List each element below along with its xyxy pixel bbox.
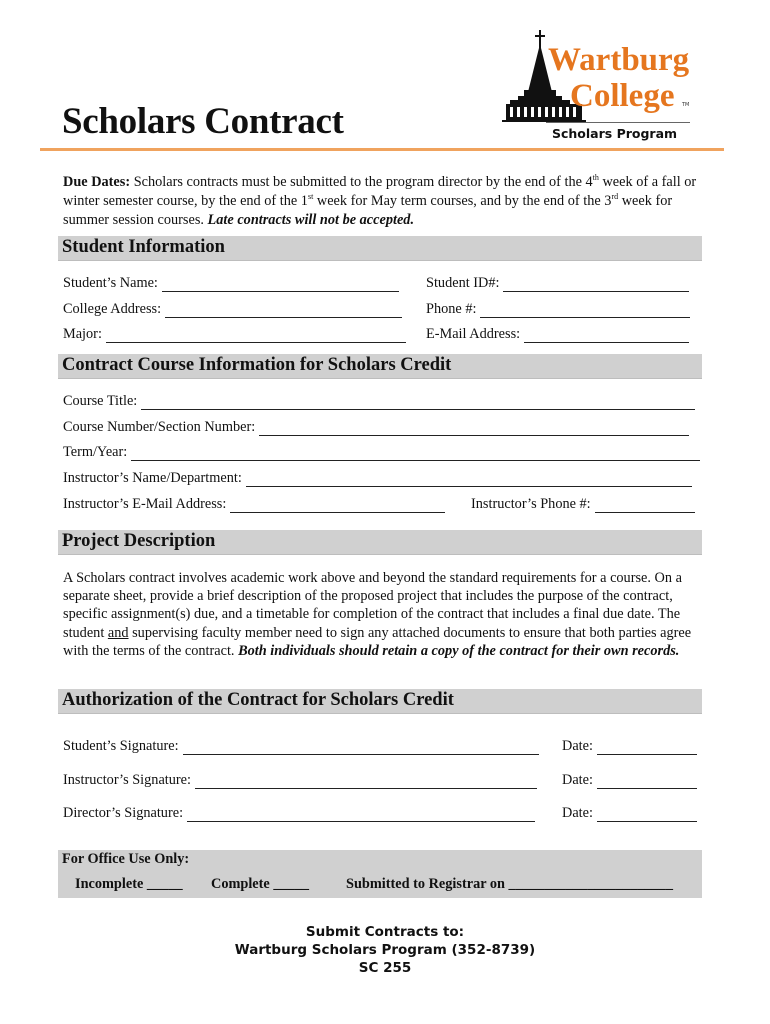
section-heading: Contract Course Information for Scholars Credit bbox=[62, 355, 452, 375]
section-heading: Student Information bbox=[62, 237, 225, 257]
course-number-line[interactable] bbox=[259, 422, 689, 436]
office-use-heading: For Office Use Only: bbox=[62, 851, 190, 867]
page-title: Scholars Contract bbox=[62, 101, 344, 142]
project-text-1: A Scholars contract involves academic work above and beyond the standard requirements for a course. On a separate sheet, provide a brief description of the proposed project that includes the purpose of the contract, specific assignment(s) due, and a timetable for completion of the contract that includes a final due date. The student bbox=[63, 570, 682, 641]
project-and: and bbox=[107, 624, 129, 641]
sup-3: rd bbox=[611, 192, 619, 202]
due-dates-label: Due Dates: bbox=[63, 174, 131, 190]
header-divider bbox=[40, 148, 724, 151]
field-label: E-Mail Address: bbox=[426, 326, 521, 342]
field-label: Student’s Signature: bbox=[63, 738, 179, 754]
instructor-name-line[interactable] bbox=[246, 473, 692, 487]
student-name-field[interactable] bbox=[63, 275, 399, 292]
director-signature-line[interactable] bbox=[187, 808, 535, 822]
field-label: Student’s Name: bbox=[63, 275, 158, 291]
field-label: Date: bbox=[562, 805, 593, 821]
section-heading: Project Description bbox=[62, 531, 216, 551]
office-use-box bbox=[58, 850, 702, 898]
field-label: Term/Year: bbox=[63, 444, 128, 460]
field-label: College Address: bbox=[63, 301, 162, 317]
course-title-field[interactable] bbox=[63, 393, 695, 410]
instructor-email-line[interactable] bbox=[230, 499, 445, 513]
director-date-line[interactable] bbox=[597, 808, 697, 822]
field-label: Date: bbox=[562, 772, 593, 788]
student-id-field[interactable] bbox=[426, 275, 689, 292]
instructor-name-field[interactable] bbox=[63, 470, 692, 487]
due-text-4: week for summer session courses. bbox=[63, 193, 673, 228]
project-text-2: supervising faculty member need to sign any attached documents to ensure that both parties agree with the terms of the contract. bbox=[63, 624, 692, 659]
phone-field[interactable] bbox=[426, 301, 690, 318]
director-signature-field[interactable] bbox=[63, 805, 535, 822]
instructor-phone-field[interactable] bbox=[471, 496, 695, 513]
project-emphasis: Both individuals should retain a copy of the contract for their own records. bbox=[238, 642, 680, 659]
submit-line-3: SC 255 bbox=[358, 960, 412, 976]
student-info-header bbox=[58, 236, 702, 261]
sup-1: th bbox=[592, 173, 599, 183]
instructor-phone-line[interactable] bbox=[595, 499, 695, 513]
college-address-field[interactable] bbox=[63, 301, 402, 318]
logo-name-line1: Wartburg bbox=[548, 42, 690, 78]
project-description-paragraph bbox=[63, 569, 708, 660]
logo-name-line2: College bbox=[570, 78, 675, 114]
field-label: Course Number/Section Number: bbox=[63, 419, 256, 435]
due-text-3: week for May term courses, and by the end of the 3 bbox=[313, 193, 612, 209]
office-complete[interactable]: Complete _____ bbox=[211, 876, 310, 892]
field-label: Student ID#: bbox=[426, 275, 500, 291]
major-field[interactable] bbox=[63, 326, 406, 343]
instructor-date-line[interactable] bbox=[597, 775, 697, 789]
term-year-line[interactable] bbox=[131, 447, 700, 461]
course-number-field[interactable] bbox=[63, 419, 689, 436]
project-description-header bbox=[58, 530, 702, 555]
logo-trademark: TM bbox=[682, 102, 690, 108]
field-label: Course Title: bbox=[63, 393, 138, 409]
field-label: Director’s Signature: bbox=[63, 805, 184, 821]
student-date-field[interactable] bbox=[562, 738, 697, 755]
authorization-header bbox=[58, 689, 702, 714]
section-heading: Authorization of the Contract for Scholars Credit bbox=[62, 690, 454, 710]
email-field[interactable] bbox=[426, 326, 689, 343]
director-date-field[interactable] bbox=[562, 805, 697, 822]
wartburg-college-logo bbox=[498, 30, 708, 150]
field-label: Instructor’s E-Mail Address: bbox=[63, 496, 227, 512]
field-label: Instructor’s Signature: bbox=[63, 772, 191, 788]
student-name-line[interactable] bbox=[162, 278, 399, 292]
submit-line-2: Wartburg Scholars Program (352-8739) bbox=[234, 942, 536, 958]
instructor-email-field[interactable] bbox=[63, 496, 445, 513]
instructor-signature-line[interactable] bbox=[195, 775, 537, 789]
submit-line-1: Submit Contracts to: bbox=[305, 924, 465, 940]
office-incomplete[interactable]: Incomplete _____ bbox=[75, 876, 183, 892]
due-dates-paragraph bbox=[63, 173, 708, 230]
field-label: Instructor’s Name/Department: bbox=[63, 470, 242, 486]
student-signature-field[interactable] bbox=[63, 738, 539, 755]
instructor-signature-field[interactable] bbox=[63, 772, 537, 789]
logo-program-name: Scholars Program bbox=[552, 126, 678, 141]
phone-line[interactable] bbox=[480, 304, 690, 318]
due-text-2: week of a fall or winter semester course, by the end of the 1 bbox=[63, 174, 697, 209]
student-date-line[interactable] bbox=[597, 741, 697, 755]
student-id-line[interactable] bbox=[503, 278, 689, 292]
field-label: Instructor’s Phone #: bbox=[471, 496, 591, 512]
field-label: Major: bbox=[63, 326, 102, 342]
major-line[interactable] bbox=[106, 329, 406, 343]
term-year-field[interactable] bbox=[63, 444, 700, 461]
office-registrar[interactable]: Submitted to Registrar on _______________________ bbox=[346, 876, 673, 892]
course-title-line[interactable] bbox=[141, 396, 695, 410]
student-signature-line[interactable] bbox=[183, 741, 539, 755]
field-label: Phone #: bbox=[426, 301, 477, 317]
email-line[interactable] bbox=[524, 329, 689, 343]
late-warning: Late contracts will not be accepted. bbox=[207, 212, 415, 228]
due-text-1: Scholars contracts must be submitted to the program director by the end of the 4 bbox=[133, 174, 593, 190]
course-info-header bbox=[58, 354, 702, 379]
chapel-tower-logo-icon bbox=[498, 30, 708, 150]
college-address-line[interactable] bbox=[165, 304, 402, 318]
sup-2: st bbox=[307, 192, 314, 202]
instructor-date-field[interactable] bbox=[562, 772, 697, 789]
field-label: Date: bbox=[562, 738, 593, 754]
